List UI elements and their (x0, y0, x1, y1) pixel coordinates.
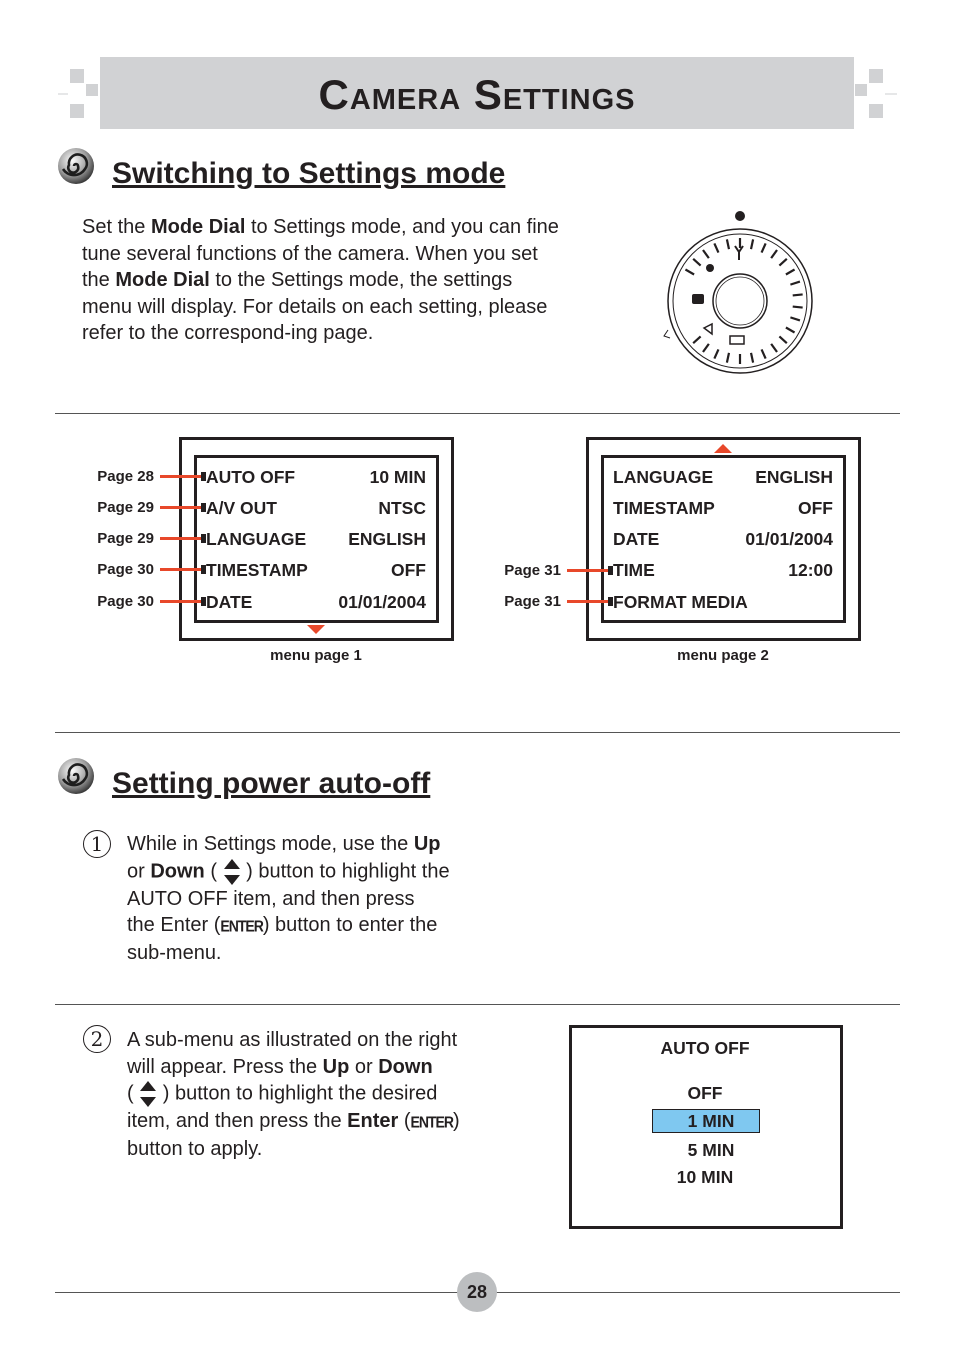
section-heading-settings-mode: Switching to Settings mode (112, 157, 506, 190)
menu-page-1-caption: menu page 1 (270, 647, 362, 664)
submenu-title: AUTO OFF (660, 1038, 750, 1058)
page-reference: Page 30 (97, 593, 154, 610)
up-down-arrows-icon (223, 858, 241, 886)
section-heading-auto-off: Setting power auto-off (112, 767, 431, 800)
step-number: 1 (83, 830, 111, 858)
step-2-text: A sub-menu as illustrated on the right will appear. Press the Up or Down ( ) button to highlight the desired item, and then press the Enter (ENTER) button to apply. (127, 1029, 460, 1160)
menu-page-2-caption: menu page 2 (677, 647, 769, 664)
divider (55, 732, 900, 733)
up-down-arrows-icon (139, 1080, 157, 1108)
page-number: 28 (457, 1272, 497, 1312)
submenu-item-selected: 1 MIN (687, 1111, 735, 1131)
swirl-icon (57, 757, 95, 795)
page-title: Camera Settings (318, 71, 636, 118)
submenu-item: 10 MIN (676, 1167, 734, 1187)
mode-dial-illustration (660, 208, 820, 378)
enter-icon: ENTER (220, 916, 263, 936)
page-reference: Page 31 (504, 562, 561, 579)
page-reference: Page 29 (97, 530, 154, 547)
page-reference: Page 28 (97, 468, 154, 485)
settings-mode-description: Set the Mode Dial to Settings mode, and you can fine tune several functions of the camera. When you set the Mode Dial to the Settings mode, the settings menu will display. For details on each setting, please refer to the correspond-ing page. (82, 216, 559, 345)
page-reference: Page 29 (97, 499, 154, 516)
step-1-text: While in Settings mode, use the Up or Down ( ) button to highlight the AUTO OFF item, and then press the Enter (ENTER) button to enter the sub-menu. (127, 833, 450, 964)
scroll-up-indicator (714, 444, 732, 453)
step-number: 2 (83, 1025, 111, 1053)
submenu-item: OFF (687, 1083, 723, 1103)
divider (55, 413, 900, 414)
page-reference: Page 31 (504, 593, 561, 610)
page-reference: Page 30 (97, 561, 154, 578)
enter-icon: ENTER (410, 1112, 453, 1132)
scroll-down-indicator (307, 625, 325, 634)
divider (55, 1004, 900, 1005)
submenu-item: 5 MIN (687, 1140, 735, 1160)
swirl-icon (57, 147, 95, 185)
